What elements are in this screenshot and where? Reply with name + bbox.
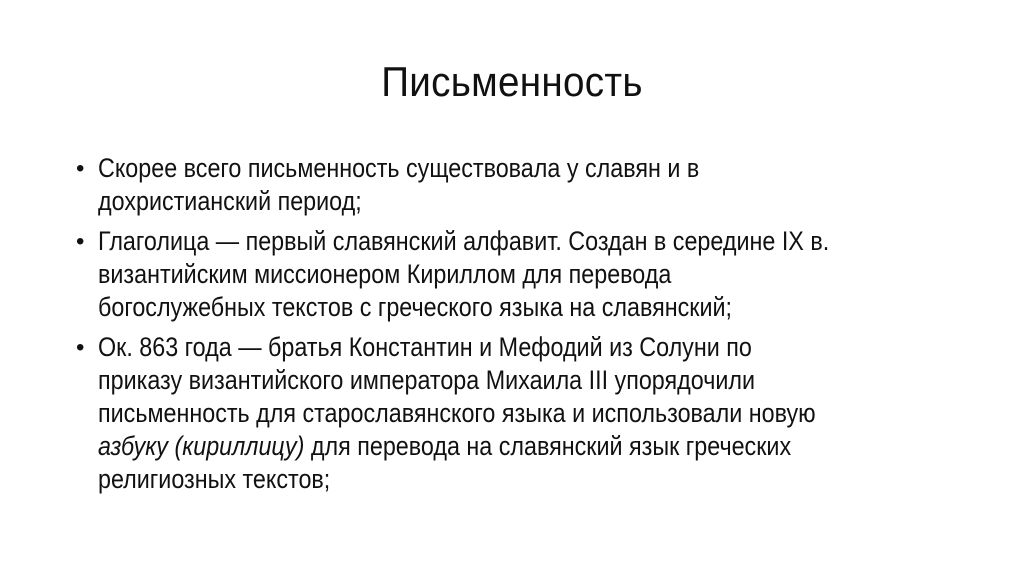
bullet-list [76, 152, 976, 503]
bullet-line: богослужебных текстов с греческого языка на славянский; [98, 292, 732, 322]
bullet-line [98, 430, 943, 463]
bullet-line-rest: для перевода на славянский язык греческих [304, 431, 792, 461]
bullet-line: византийским миссионером Кириллом для перевода [98, 259, 672, 289]
bullet-line: Ок. 863 года — братья Константин и Мефодий из Солуни по [98, 332, 752, 362]
bullet-line: Глаголица — первый славянский алфавит. Создан в середине IX в. [98, 226, 830, 256]
bullet-dot-icon: • [76, 155, 85, 182]
bullet-item-2 [76, 225, 976, 324]
bullet-line: приказу византийского императора Михаила III упорядочили [98, 365, 756, 395]
bullet-item-1 [76, 152, 976, 218]
slide-title: Письменность [381, 58, 643, 105]
bullet-item-3 [76, 331, 976, 496]
bullet-line: религиозных текстов; [98, 464, 331, 494]
bullet-line: дохристианский период; [98, 186, 362, 216]
bullet-line: Скорее всего письменность существовала у славян и в [98, 153, 700, 183]
bullet-dot-icon: • [76, 228, 85, 255]
italic-term: азбуку (кириллицу) [98, 431, 305, 461]
bullet-line: письменность для старославянского языка и использовали новую [98, 398, 816, 428]
bullet-dot-icon: • [76, 334, 85, 361]
